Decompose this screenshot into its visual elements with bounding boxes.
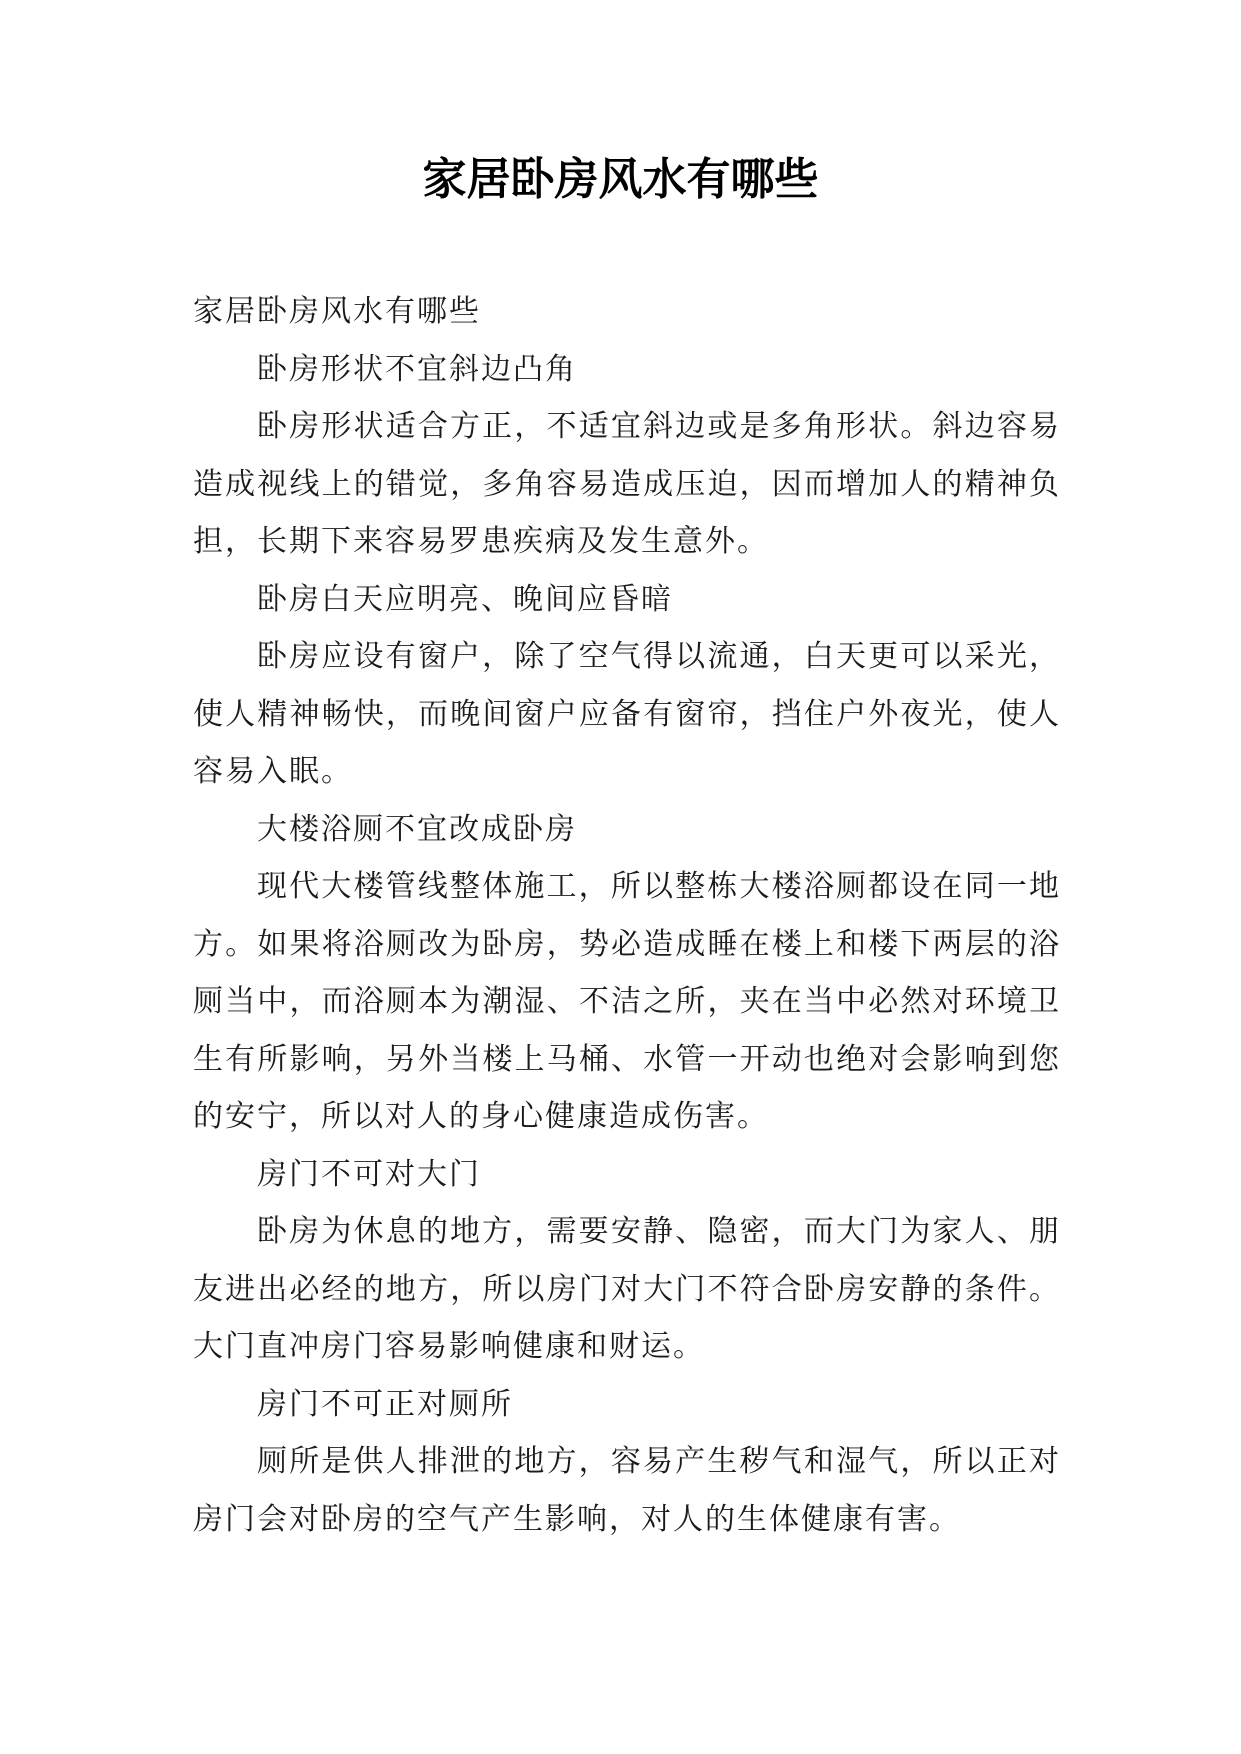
document-title: 家居卧房风水有哪些 <box>422 154 819 205</box>
section-heading: 房门不可正对厕所 <box>257 1386 513 1422</box>
body-paragraph: 卧房形状适合方正，不适宜斜边或是多角形状。斜边容易造成视线上的错觉，多角容易造成压迫，因而增加人的精神负担，长期下来容易罗患疾病及发生意外。 <box>193 409 1061 559</box>
body-paragraph: 现代大楼管线整体施工，所以整栋大楼浴厕都设在同一地方。如果将浴厕改为卧房，势必造成睡在楼上和楼下两层的浴厕当中，而浴厕本为潮湿、不洁之所，夹在当中必然对环境卫生有所影响，另外当楼上马桶、水管一开动也绝对会影响到您的安宁，所以对人的身心健康造成伤害。 <box>193 869 1061 1134</box>
document-body <box>193 283 1061 1548</box>
body-paragraph-heading: 家居卧房风水有哪些 <box>193 294 481 329</box>
body-paragraph: 卧房应设有窗户，除了空气得以流通，白天更可以采光，使人精神畅快，而晚间窗户应备有窗帘，挡住户外夜光，使人容易入眠。 <box>193 639 1061 789</box>
section-heading: 大楼浴厕不宜改成卧房 <box>257 811 577 847</box>
section-heading: 房门不可对大门 <box>257 1156 481 1192</box>
section-heading: 卧房形状不宜斜边凸角 <box>257 351 577 387</box>
body-paragraph: 厕所是供人排泄的地方，容易产生秽气和湿气，所以正对房门会对卧房的空气产生影响，对人的生体健康有害。 <box>193 1444 1061 1537</box>
body-paragraph: 卧房为休息的地方，需要安静、隐密，而大门为家人、朋友进出必经的地方，所以房门对大门不符合卧房安静的条件。大门直冲房门容易影响健康和财运。 <box>193 1214 1061 1364</box>
section-heading: 卧房白天应明亮、晚间应昏暗 <box>257 581 673 617</box>
